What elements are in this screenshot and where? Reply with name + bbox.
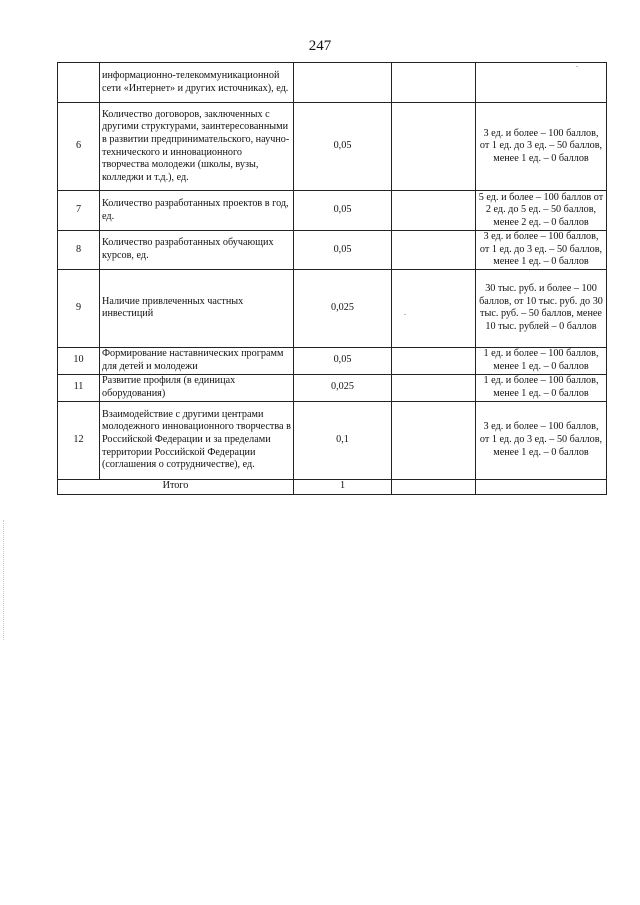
row-number: 8 <box>58 231 100 270</box>
table-row <box>58 191 607 231</box>
total-label: Итого <box>58 479 294 494</box>
weight-cell: 0,025 <box>294 374 392 401</box>
indicator-cell: Наличие привлеченных частных инвестиций <box>100 269 294 347</box>
criteria-cell: 1 ед. и более – 100 баллов, менее 1 ед. – 0 баллов <box>476 374 607 401</box>
scan-speck <box>404 314 406 315</box>
empty-cell <box>392 479 476 494</box>
scan-artifact <box>3 520 6 640</box>
empty-cell <box>392 347 476 374</box>
indicator-cell: Развитие профиля (в единицах оборудования) <box>100 374 294 401</box>
weight-cell <box>294 63 392 103</box>
indicator-cell: информационно-телекоммуникационной сети «Интернет» и других источниках), ед. <box>100 63 294 103</box>
empty-cell <box>392 103 476 191</box>
weight-cell: 0,05 <box>294 191 392 231</box>
scan-speck <box>576 66 578 67</box>
empty-cell <box>392 401 476 479</box>
weight-cell: 0,05 <box>294 231 392 270</box>
row-number: 10 <box>58 347 100 374</box>
weight-cell: 0,05 <box>294 347 392 374</box>
indicator-cell: Количество разработанных проектов в год, ед. <box>100 191 294 231</box>
row-number <box>58 63 100 103</box>
criteria-cell: 30 тыс. руб. и более – 100 баллов, от 10 тыс. руб. до 30 тыс. руб. – 50 баллов, менее 10 тыс. рублей – 0 баллов <box>476 269 607 347</box>
criteria-cell: 5 ед. и более – 100 баллов от 2 ед. до 5 ед. – 50 баллов, менее 2 ед. – 0 баллов <box>476 191 607 231</box>
table-row <box>58 347 607 374</box>
criteria-cell: 3 ед. и более – 100 баллов, от 1 ед. до 3 ед. – 50 баллов, менее 1 ед. – 0 баллов <box>476 231 607 270</box>
total-weight: 1 <box>294 479 392 494</box>
criteria-cell: 3 ед. и более – 100 баллов, от 1 ед. до 3 ед. – 50 баллов, менее 1 ед. – 0 баллов <box>476 103 607 191</box>
empty-cell <box>392 191 476 231</box>
indicator-cell: Взаимодействие с другими центрами молодежного инновационного творчества в Российской Федерации и за пределами территории Российской Федерации (соглашения о сотрудничестве), ед. <box>100 401 294 479</box>
indicator-cell: Количество договоров, заключенных с другими структурами, заинтересованными в развитии предпринимательского, научно-технического и инновационного творчества молодежи (школы, вузы, колледжи и т.д.), ед. <box>100 103 294 191</box>
row-number: 9 <box>58 269 100 347</box>
weight-cell: 0,025 <box>294 269 392 347</box>
table-row <box>58 103 607 191</box>
criteria-cell <box>476 63 607 103</box>
indicator-cell: Количество разработанных обучающих курсов, ед. <box>100 231 294 270</box>
row-number: 7 <box>58 191 100 231</box>
total-row <box>58 479 607 494</box>
table-row <box>58 374 607 401</box>
empty-cell <box>476 479 607 494</box>
empty-cell <box>392 63 476 103</box>
criteria-cell: 1 ед. и более – 100 баллов, менее 1 ед. – 0 баллов <box>476 347 607 374</box>
page-number: 247 <box>308 38 332 54</box>
empty-cell <box>392 374 476 401</box>
row-number: 12 <box>58 401 100 479</box>
table-row <box>58 63 607 103</box>
indicator-cell: Формирование наставнических программ для детей и молодежи <box>100 347 294 374</box>
criteria-table <box>57 62 607 495</box>
table-row <box>58 269 607 347</box>
empty-cell <box>392 231 476 270</box>
empty-cell <box>392 269 476 347</box>
row-number: 11 <box>58 374 100 401</box>
weight-cell: 0,1 <box>294 401 392 479</box>
weight-cell: 0,05 <box>294 103 392 191</box>
row-number: 6 <box>58 103 100 191</box>
criteria-cell: 3 ед. и более – 100 баллов, от 1 ед. до 3 ед. – 50 баллов, менее 1 ед. – 0 баллов <box>476 401 607 479</box>
table-row <box>58 231 607 270</box>
table-row <box>58 401 607 479</box>
